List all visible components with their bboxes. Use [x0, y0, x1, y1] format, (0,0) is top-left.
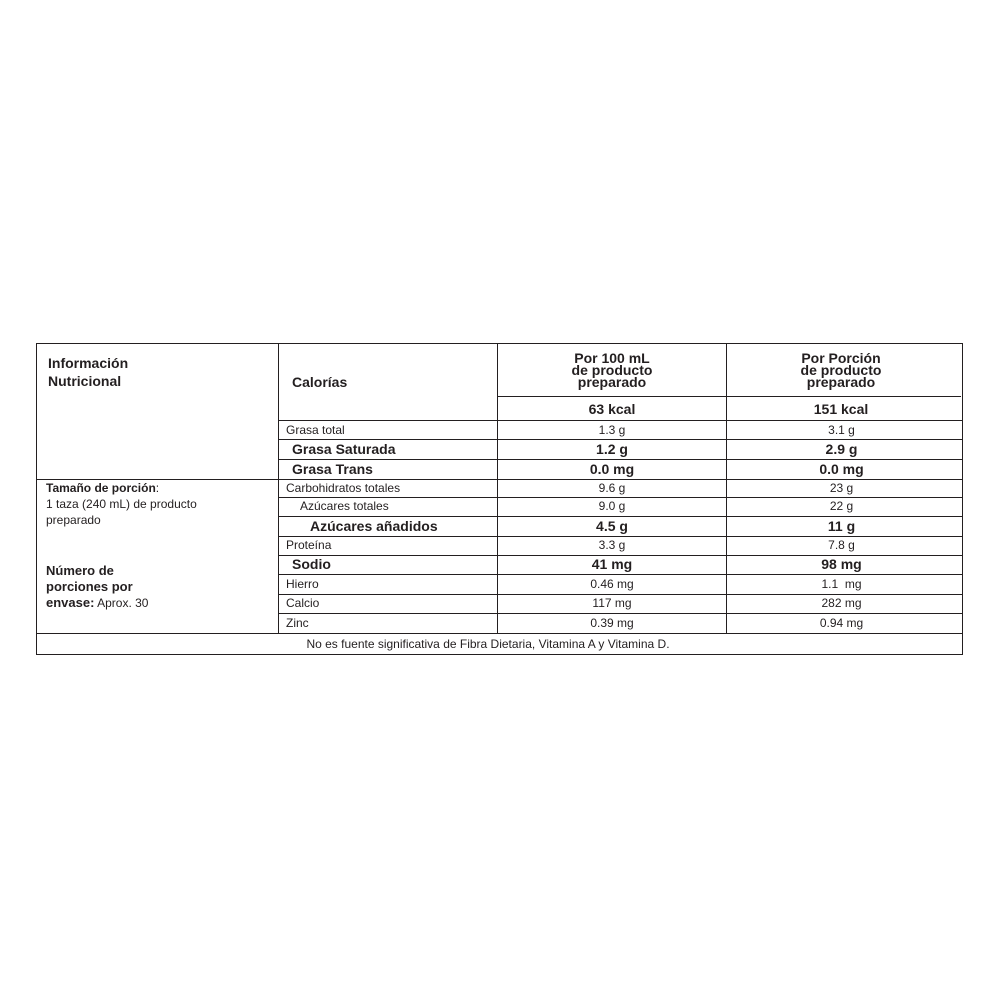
column-header-per-100ml	[498, 352, 726, 388]
nutrient-row-zinc	[278, 614, 964, 633]
column-header-per-100ml-line-3: preparado	[577, 374, 647, 390]
nutrient-row-grasa-total	[278, 421, 964, 440]
nutrient-label: Proteína	[286, 538, 332, 552]
serving-size-label: Tamaño de porción	[46, 481, 156, 495]
panel-title	[48, 354, 128, 390]
nutrient-label: Calcio	[286, 596, 320, 610]
value-per-portion: 0.0 mg	[819, 461, 864, 477]
divider-footnote	[37, 633, 962, 634]
divider-serving-section	[37, 479, 278, 480]
value-per-portion: 7.8 g	[828, 538, 855, 552]
value-per-100ml: 0.46 mg	[590, 577, 634, 591]
nutrient-label: Grasa Trans	[292, 461, 373, 477]
panel-title-line-1: Información	[48, 355, 129, 371]
servings-per-container	[46, 563, 148, 611]
calories-per-portion: 151 kcal	[813, 401, 869, 417]
nutrient-label: Sodio	[292, 556, 331, 572]
value-per-portion: 22 g	[829, 499, 854, 513]
serving-size: Tamaño de porción: 1 taza (240 mL) de producto preparado	[46, 481, 197, 527]
nutrient-row-carbohidratos	[278, 479, 964, 498]
column-header-per-portion-line-1: Por Porción	[801, 350, 881, 366]
column-header-per-portion	[727, 352, 955, 388]
value-per-portion: 2.9 g	[825, 441, 858, 457]
value-per-100ml: 0.39 mg	[590, 616, 634, 630]
nutrition-facts-panel	[36, 343, 963, 655]
value-per-100ml: 3.3 g	[598, 538, 626, 552]
column-header-per-100ml-line-2: de producto	[571, 362, 653, 378]
nutrient-row-grasa-saturada	[278, 440, 964, 459]
value-per-100ml: 9.0 g	[598, 499, 626, 513]
calories-per-100ml: 63 kcal	[588, 401, 636, 417]
nutrient-label: Hierro	[286, 577, 319, 591]
value-per-100ml: 4.5 g	[596, 518, 628, 534]
value-per-100ml: 1.3 g	[598, 423, 626, 437]
column-header-per-portion-line-3: preparado	[806, 374, 876, 390]
serving-size-value-line-2: preparado	[46, 513, 101, 527]
nutrient-label: Grasa total	[286, 423, 345, 437]
column-header-per-portion-line-2: de producto	[800, 362, 882, 378]
servings-label-line-1: Número de	[46, 563, 114, 578]
column-header-per-100ml-line-1: Por 100 mL	[574, 350, 650, 366]
value-per-portion: 0.94 mg	[819, 616, 864, 630]
nutrient-label: Carbohidratos totales	[286, 481, 401, 495]
value-per-portion: 1.1 mg	[821, 577, 862, 591]
value-per-100ml: 117 mg	[592, 596, 632, 610]
divider-header-kcal	[497, 396, 961, 397]
value-per-portion: 98 mg	[821, 556, 862, 572]
panel-title-line-2: Nutricional	[48, 373, 122, 389]
nutrient-row-azucares-anadidos	[278, 517, 964, 536]
footnote: No es fuente significativa de Fibra Dietaria, Vitamina A y Vitamina D.	[306, 637, 670, 651]
nutrient-row-sodio	[278, 555, 964, 574]
nutrient-label: Azúcares totales	[300, 499, 389, 513]
servings-label-line-2: porciones por	[46, 579, 133, 594]
value-per-portion: 282 mg	[821, 596, 862, 610]
nutrient-row-calcio	[278, 594, 964, 613]
nutrient-row-grasa-trans	[278, 460, 964, 479]
value-per-100ml: 1.2 g	[596, 441, 628, 457]
value-per-portion: 3.1 g	[828, 423, 855, 437]
calories-label: Calorías	[292, 374, 348, 390]
nutrient-row-hierro	[278, 575, 964, 594]
value-per-portion: 11 g	[827, 518, 856, 534]
servings-label-line-3: envase:	[46, 595, 95, 610]
nutrient-label: Azúcares añadidos	[310, 518, 438, 534]
nutrient-row-proteina	[278, 536, 964, 555]
servings-value: Aprox. 30	[94, 596, 149, 610]
nutrient-row-azucares-totales	[278, 497, 964, 516]
serving-size-value-line-1: 1 taza (240 mL) de producto	[46, 497, 197, 511]
nutrient-label: Zinc	[286, 616, 309, 630]
value-per-portion: 23 g	[829, 481, 854, 495]
value-per-100ml: 0.0 mg	[589, 461, 635, 477]
value-per-100ml: 41 mg	[591, 556, 633, 572]
value-per-100ml: 9.6 g	[598, 481, 626, 495]
nutrient-label: Grasa Saturada	[292, 441, 396, 457]
